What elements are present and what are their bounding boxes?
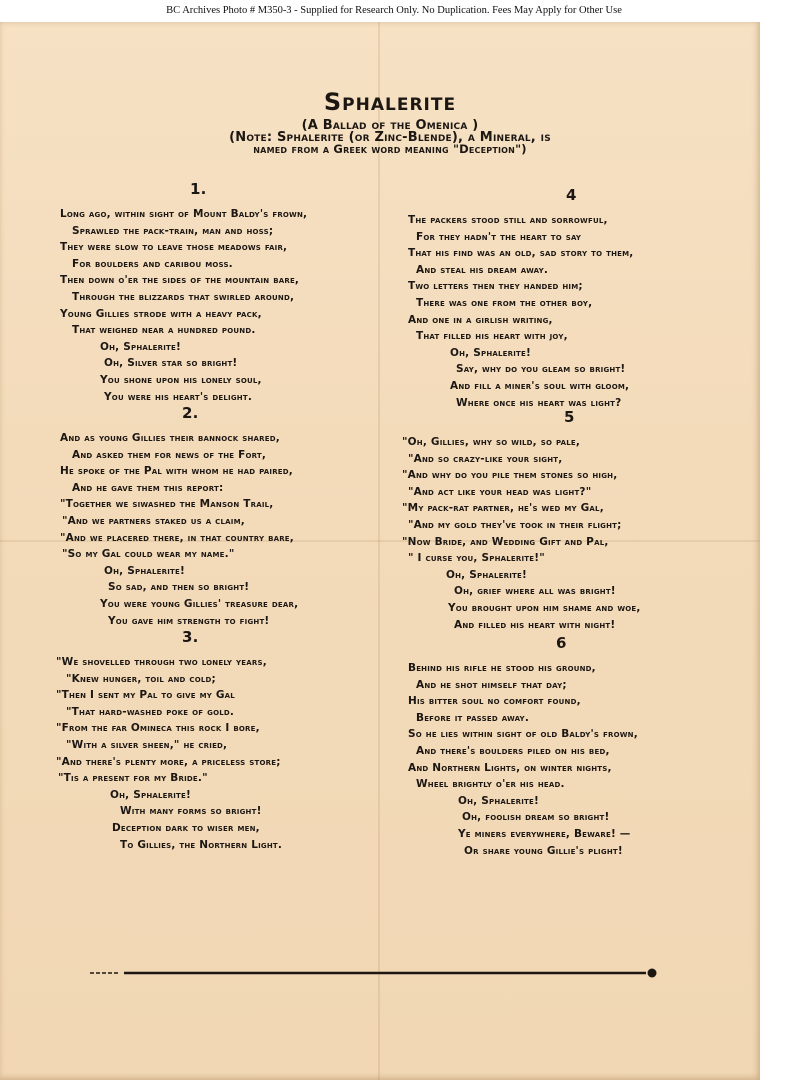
- verse-line: Sprawled the pack-train, man and hoss;: [72, 224, 274, 237]
- refrain-line: Oh, Sphalerite!: [446, 568, 527, 581]
- verse-line: "So my Gal could wear my name.": [62, 548, 235, 561]
- refrain-line: Oh, grief where all was bright!: [454, 585, 616, 598]
- verse-line: And there's boulders piled on his bed,: [416, 744, 610, 757]
- verse-line: "We shovelled through two lonely years,: [56, 656, 267, 668]
- refrain-line: Oh, foolish dream so bright!: [462, 811, 610, 824]
- verse-line: "With a silver sheen," he cried,: [66, 738, 228, 751]
- verse-line: Young Gillies strode with a heavy pack,: [60, 307, 262, 320]
- stanza-1: [60, 180, 420, 405]
- refrain-line: Say, why do you gleam so bright!: [456, 363, 626, 376]
- refrain-line: You gave him strength to fight!: [108, 614, 270, 627]
- verse-line: "That hard-washed poke of gold.: [66, 705, 235, 718]
- refrain-line: You were his heart's delight.: [104, 390, 253, 403]
- refrain-line: Oh, Sphalerite!: [458, 794, 539, 807]
- stanza-3: [56, 628, 416, 853]
- verse-line: Through the blizzards that swirled around,: [72, 290, 295, 303]
- verse-line: And one in a girlish writing,: [408, 313, 553, 326]
- verse-line: And steal his dream away.: [416, 263, 549, 276]
- subtitle-line-3: named from a Greek word meaning "Deception"): [253, 142, 527, 156]
- stanza-4: [408, 186, 768, 411]
- verse-line: "And my gold they've took in their flight;: [408, 518, 622, 531]
- verse-line: Two letters then they handed him;: [408, 280, 583, 293]
- verse-line: For they hadn't the heart to say: [416, 230, 582, 243]
- poem-title: Sphalerite: [323, 88, 457, 116]
- verse-line: And Northern Lights, on winter nights,: [408, 761, 612, 774]
- verse-line: "And there's plenty more, a priceless store;: [56, 755, 281, 768]
- verse-line: "And we placered there, in that country bare,: [60, 531, 294, 544]
- verse-line: There was one from the other boy,: [416, 296, 593, 309]
- verse-line: " I curse you, Sphalerite!": [408, 552, 545, 565]
- refrain-line: Oh, Sphalerite!: [450, 346, 531, 359]
- verse-line: And asked them for news of the Fort,: [72, 448, 267, 461]
- verse-line: "And so crazy-like your sight,: [408, 452, 563, 465]
- stanza-number: 2.: [182, 404, 199, 422]
- stanza-number: 4: [566, 186, 577, 204]
- refrain-line: You brought upon him shame and woe,: [448, 601, 641, 614]
- refrain-line: So sad, and then so bright!: [108, 581, 250, 594]
- refrain-line: Or share young Gillie's plight!: [464, 844, 623, 857]
- verse-line: "From the far Omineca this rock I bore,: [56, 722, 260, 735]
- verse-line: "And why do you pile them stones so high,: [402, 469, 618, 482]
- verse-line: Then down o'er the sides of the mountain bare,: [60, 274, 300, 287]
- refrain-line: Where once his heart was light?: [456, 396, 622, 409]
- verse-line: Long ago, within sight of Mount Baldy's frown,: [60, 208, 308, 220]
- stanza-6: [408, 634, 768, 859]
- archive-header: BC Archives Photo # M350-3 - Supplied for Research Only. No Duplication. Fees May Apply for Other Use: [0, 0, 788, 22]
- verse-line: "Tis a present for my Bride.": [58, 772, 208, 785]
- verse-line: "Oh, Gillies, why so wild, so pale,: [402, 436, 581, 448]
- refrain-line: Ye miners everywhere, Beware! —: [458, 827, 631, 840]
- verse-line: "And we partners staked us a claim,: [62, 514, 245, 527]
- refrain-line: Oh, Sphalerite!: [100, 340, 181, 353]
- refrain-line: To Gillies, the Northern Light.: [120, 838, 283, 851]
- refrain-line: And fill a miner's soul with gloom,: [450, 379, 630, 392]
- verse-line: So he lies within sight of old Baldy's frown,: [408, 728, 638, 741]
- refrain-line: You were young Gillies' treasure dear,: [100, 597, 299, 610]
- stanza-5: [402, 408, 762, 633]
- decorative-bottom-rule: [90, 968, 660, 978]
- refrain-line: Oh, Silver star so bright!: [104, 357, 238, 370]
- verse-line: "Together we siwashed the Manson Trail,: [60, 498, 274, 511]
- verse-line: And he shot himself that day;: [416, 678, 567, 691]
- verse-line: "And act like your head was light?": [408, 485, 592, 498]
- subtitle-line-2: (Note: Sphalerite (or Zinc-Blende), a Mineral, is: [229, 130, 551, 145]
- refrain-line: With many forms so bright!: [120, 805, 262, 818]
- stanza-number: 6: [556, 634, 567, 652]
- verse-line: He spoke of the Pal with whom he had paired,: [60, 465, 293, 478]
- verse-line: They were slow to leave those meadows fair,: [60, 241, 288, 254]
- verse-line: His bitter soul no comfort found,: [408, 695, 581, 708]
- verse-line: The packers stood still and sorrowful,: [408, 214, 608, 226]
- refrain-line: You shone upon his lonely soul,: [100, 373, 262, 386]
- verse-line: "Knew hunger, toil and cold;: [66, 672, 216, 685]
- refrain-line: Deception dark to wiser men,: [112, 821, 260, 834]
- verse-line: That his find was an old, sad story to them,: [408, 247, 634, 260]
- refrain-line: And filled his heart with night!: [454, 618, 616, 631]
- verse-line: "Then I sent my Pal to give my Gal: [56, 689, 235, 702]
- verse-line: "Now Bride, and Wedding Gift and Pal,: [402, 535, 609, 548]
- subtitle-line-1: (A Ballad of the Omenica ): [301, 118, 479, 133]
- verse-line: For boulders and caribou moss.: [72, 257, 233, 270]
- refrain-line: Oh, Sphalerite!: [110, 788, 191, 801]
- stanza-number: 1.: [190, 180, 207, 198]
- verse-line: And he gave them this report:: [72, 481, 224, 494]
- refrain-line: Oh, Sphalerite!: [104, 564, 185, 577]
- verse-line: That weighed near a hundred pound.: [72, 324, 256, 337]
- verse-line: That filled his heart with joy,: [416, 330, 568, 343]
- verse-line: And as young Gillies their bannock shared,: [60, 432, 280, 444]
- stanza-2: [60, 404, 420, 629]
- verse-line: Before it passed away.: [416, 711, 530, 724]
- stanza-number: 5: [564, 408, 575, 426]
- verse-line: Behind his rifle he stood his ground,: [408, 662, 596, 674]
- verse-line: Wheel brightly o'er his head.: [416, 778, 565, 791]
- verse-line: "My pack-rat partner, he's wed my Gal,: [402, 502, 604, 515]
- stanza-number: 3.: [182, 628, 199, 646]
